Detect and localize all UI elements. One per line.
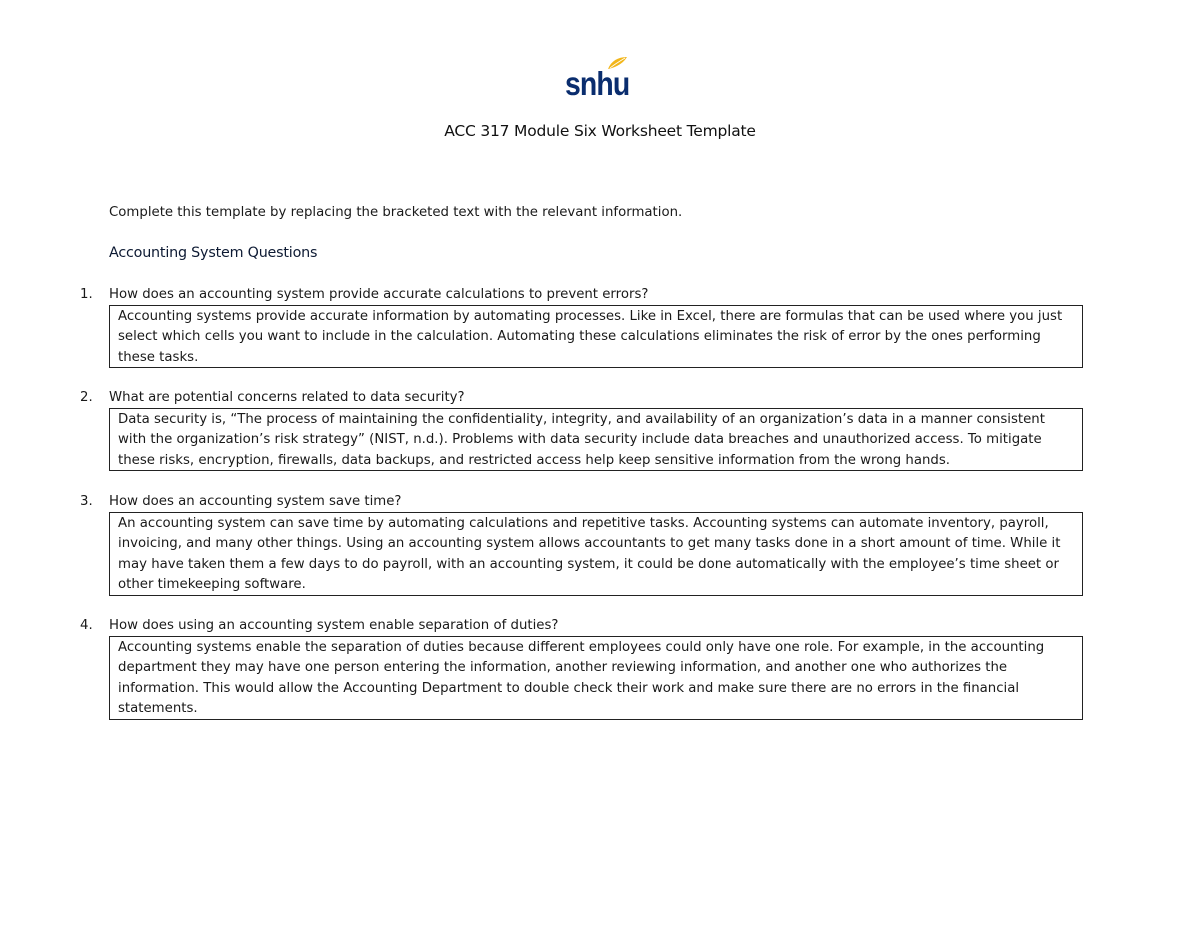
question-block-4 — [80, 616, 1100, 720]
question-text: How does an accounting system save time? — [109, 494, 402, 509]
answer-box[interactable] — [109, 636, 1083, 720]
answer-line: invoicing, and many other things. Using an accounting system allows accountants to get many tasks done in a short amount of time. While it — [118, 536, 1061, 552]
answer-line: statements. — [118, 701, 198, 717]
question-block-3 — [80, 492, 1100, 596]
answer-line: information. This would allow the Accounting Department to double check their work and make sure there are no errors in the financial — [118, 680, 1020, 696]
answer-line: may have taken them a few days to do payroll, with an accounting system, it could be done automatically with the employee’s time sheet or — [118, 556, 1059, 572]
answer-box[interactable] — [109, 305, 1083, 368]
answer-line: other timekeeping software. — [118, 577, 306, 593]
answer-line: An accounting system can save time by automating calculations and repetitive tasks. Accounting systems can automate inventory, payroll, — [118, 516, 1049, 531]
question-block-1 — [80, 285, 1100, 368]
section-heading: Accounting System Questions — [109, 245, 318, 261]
answer-box[interactable] — [109, 512, 1083, 596]
answer-line: Accounting systems enable the separation of duties because different employees could only have one role. For example, in the accounting — [118, 640, 1045, 655]
answer-line: with the organization’s risk strategy” (NIST, n.d.). Problems with data security include data breaches and unauthorized access. To mitigate — [118, 432, 1042, 448]
question-number: 3. — [80, 494, 93, 509]
question-block-2 — [80, 388, 1100, 471]
answer-line: Data security is, “The process of maintaining the confidentiality, integrity, and availability of an organization’s data in a manner consistent — [118, 412, 1045, 427]
instructions-text: Complete this template by replacing the bracketed text with the relevant information. — [109, 205, 683, 220]
answer-line: these tasks. — [118, 349, 199, 365]
question-text: What are potential concerns related to data security? — [109, 390, 465, 405]
question-text: How does an accounting system provide accurate calculations to prevent errors? — [109, 287, 649, 302]
question-text: How does using an accounting system enable separation of duties? — [109, 618, 559, 633]
answer-line: select which cells you want to include in the calculation. Automating these calculations eliminates the risk of error by the ones performing — [118, 329, 1041, 345]
question-number: 1. — [80, 287, 93, 302]
answer-line: department they may have one person entering the information, another reviewing information, and another one who authorizes the — [118, 660, 1008, 676]
logo-wordmark: snhu — [565, 65, 630, 102]
answer-box[interactable] — [109, 408, 1083, 471]
answer-line: Accounting systems provide accurate information by automating processes. Like in Excel, there are formulas that can be used where you just — [118, 309, 1063, 324]
document-title: ACC 317 Module Six Worksheet Template — [444, 122, 756, 140]
question-number: 4. — [80, 618, 93, 633]
snhu-logo — [560, 56, 640, 106]
question-number: 2. — [80, 390, 93, 405]
answer-line: these risks, encryption, firewalls, data backups, and restricted access help keep sensitive information from the wrong hands. — [118, 452, 951, 468]
